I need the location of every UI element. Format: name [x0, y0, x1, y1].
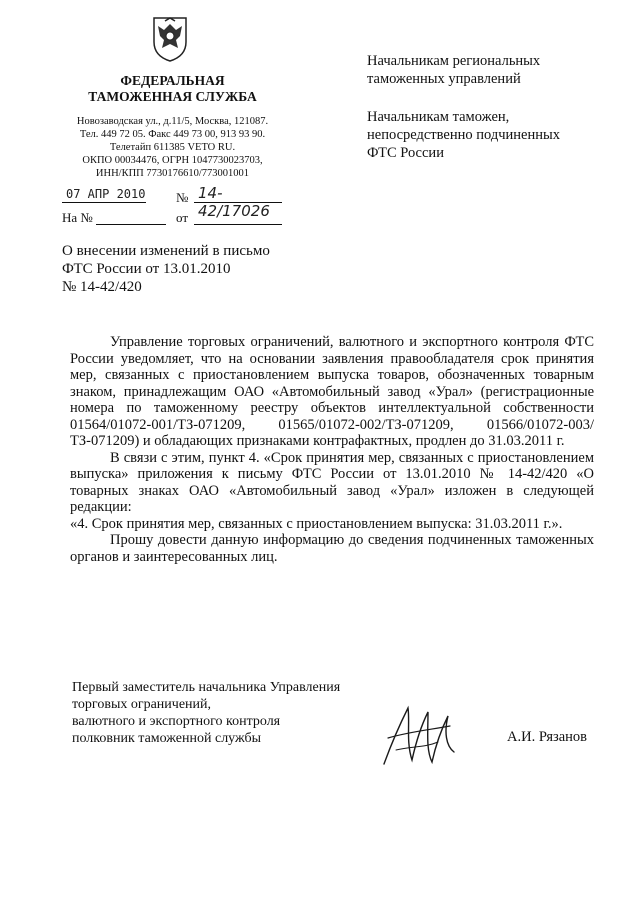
- number-label: №: [176, 190, 189, 205]
- number-value: 14-42/17026: [198, 184, 270, 220]
- address-line: Тел. 449 72 05. Факс 449 73 00, 913 93 90.: [79, 129, 266, 140]
- recipient-line: непосредственно подчиненных: [367, 127, 560, 143]
- body-paragraph: «4. Срок принятия мер, связанных с приостановлением выпуска: 31.03.2011 г.».: [70, 515, 563, 532]
- subject-line: ФТС России от 13.01.2010: [62, 261, 231, 277]
- letter-subject: [62, 242, 270, 296]
- date-field: [62, 187, 146, 203]
- body-paragraph: Прошу довести данную информацию до сведения подчиненных таможенных органов и заинтересованных лиц.: [70, 532, 594, 565]
- recipient-block-2: [367, 108, 560, 162]
- letter-body: [70, 334, 594, 565]
- ref-label: На №: [62, 210, 93, 225]
- position-line: Первый заместитель начальника Управления: [72, 680, 341, 695]
- recipient-block-1: [367, 52, 540, 88]
- coat-of-arms-emblem: [150, 14, 190, 62]
- address-line: Телетайп 611385 VETO RU.: [109, 142, 236, 153]
- position-line: полковник таможенной службы: [72, 731, 262, 746]
- address-line: Новозаводская ул., д.11/5, Москва, 121087.: [76, 116, 269, 127]
- subject-line: № 14-42/420: [62, 279, 142, 295]
- position-line: торговых ограничений,: [72, 697, 212, 712]
- date-value: 07 АПР 2010: [66, 187, 146, 201]
- ref-from-label: от: [176, 210, 189, 225]
- body-paragraph: В связи с этим, пункт 4. «Срок принятия мер, связанных с приостановлением выпуска» приложения к письму ФТС России от 13.01.2010 № 14-42/420 «О товарных знаках ОАО «Автомобильный завод «Урал» изложен в следующей редакции:: [70, 449, 594, 515]
- ref-number-line: [96, 212, 166, 225]
- signatory-position: [72, 679, 340, 747]
- address-line: ИНН/КПП 7730176610/773001001: [95, 168, 250, 179]
- body-paragraph: Управление торговых ограничений, валютного и экспортного контроля ФТС России уведомляет, что на основании заявления правообладателя срок принятия мер, связанных с приостановлением выпуска товаров, обозначенных товарным знаком, принадлежащим ОАО «Автомобильный завод «Урал» (регистрационные номера по таможенному реестру объектов интеллектуальной собственности 01564/01072-001/ТЗ-071209, 01565/01072-002/ТЗ-071209, 01566/01072-003/ТЗ-071209) и обладающих признаками контрафактных, продлен до 31.03.2011 г.: [70, 334, 594, 449]
- handwritten-signature: [378, 702, 460, 770]
- org-name-line1: ФЕДЕРАЛЬНАЯ: [120, 73, 225, 88]
- ref-date-line: [194, 212, 282, 225]
- org-name-line2: ТАМОЖЕННАЯ СЛУЖБА: [88, 89, 257, 104]
- subject-line: О внесении изменений в письмо: [62, 243, 270, 259]
- recipient-line: Начальникам региональных: [367, 53, 541, 69]
- position-line: валютного и экспортного контроля: [72, 714, 281, 729]
- recipient-line: Начальникам таможен,: [367, 109, 510, 125]
- recipient-line: таможенных управлений: [367, 71, 521, 87]
- recipient-line: ФТС России: [367, 145, 444, 161]
- address-line: ОКПО 00034476, ОГРН 1047730023703,: [82, 155, 263, 166]
- number-field: [194, 184, 282, 220]
- signatory-name: А.И. Рязанов: [507, 729, 588, 745]
